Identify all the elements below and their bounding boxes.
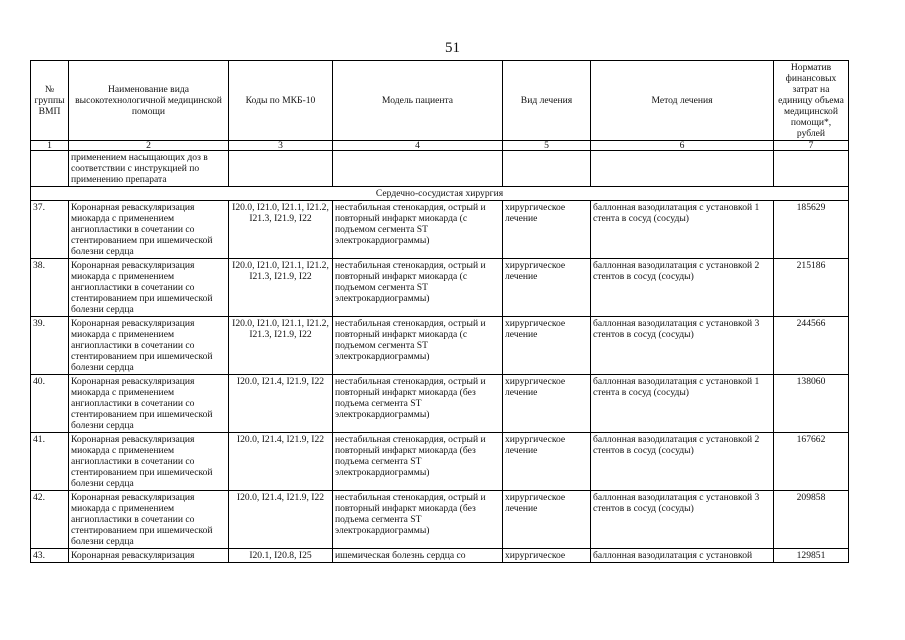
cell-treatment-method: баллонная вазодилатация с установкой 1 стента в сосуд (сосуды)	[591, 201, 774, 259]
cell-treatment-kind: хирургическое лечение	[503, 259, 591, 317]
cell-icd-codes: I20.0, I21.0, I21.1, I21.2, I21.3, I21.9, I22	[229, 201, 333, 259]
cell-treatment-kind: хирургическое лечение	[503, 201, 591, 259]
cell-icd-codes: I20.1, I20.8, I25	[229, 549, 333, 563]
cell-treatment-method: баллонная вазодилатация с установкой 1 стента в сосуд (сосуды)	[591, 375, 774, 433]
cell-group-number: 37.	[31, 201, 69, 259]
cell-empty	[774, 151, 849, 187]
cell-care-type: Коронарная реваскуляризация миокарда с применением ангиопластики в сочетании со стентированием при ишемической болезни сердца	[69, 491, 229, 549]
cell-treatment-method: баллонная вазодилатация с установкой 3 стентов в сосуд (сосуды)	[591, 491, 774, 549]
cell-patient-model: нестабильная стенокардия, острый и повторный инфаркт миокарда (без подъема сегмента ST электрокардиограммы)	[333, 433, 503, 491]
cell-group-number: 40.	[31, 375, 69, 433]
cell-icd-codes: I20.0, I21.4, I21.9, I22	[229, 375, 333, 433]
cell-cost-norm: 215186	[774, 259, 849, 317]
column-number: 7	[774, 141, 849, 151]
cell-empty	[333, 151, 503, 187]
cell-patient-model: нестабильная стенокардия, острый и повторный инфаркт миокарда (с подъемом сегмента ST электрокардиограммы)	[333, 259, 503, 317]
cell-care-type: применением насыщающих доз в соответствии с инструкцией по применению препарата	[69, 151, 229, 187]
continuation-row	[31, 151, 849, 187]
table-row	[31, 201, 849, 259]
vmp-table	[30, 60, 849, 563]
cell-patient-model: ишемическая болезнь сердца со	[333, 549, 503, 563]
cell-patient-model: нестабильная стенокардия, острый и повторный инфаркт миокарда (без подъема сегмента ST электрокардиограммы)	[333, 375, 503, 433]
table-row	[31, 549, 849, 563]
cell-icd-codes: I20.0, I21.4, I21.9, I22	[229, 433, 333, 491]
header-cost-norm	[774, 61, 849, 141]
header-treatment-kind: Вид лечения	[503, 61, 591, 141]
header-patient-model: Модель пациента	[333, 61, 503, 141]
cell-empty	[591, 151, 774, 187]
section-row	[31, 187, 849, 201]
cell-patient-model: нестабильная стенокардия, острый и повторный инфаркт миокарда (с подъемом сегмента ST электрокардиограммы)	[333, 317, 503, 375]
table-row	[31, 259, 849, 317]
cell-empty	[503, 151, 591, 187]
column-number-row	[31, 141, 849, 151]
cell-patient-model: нестабильная стенокардия, острый и повторный инфаркт миокарда (без подъема сегмента ST электрокардиограммы)	[333, 491, 503, 549]
column-number: 3	[229, 141, 333, 151]
table-row	[31, 375, 849, 433]
header-care-type: Наименование вида высокотехнологичной медицинской помощи	[69, 61, 229, 141]
cell-group-number: 38.	[31, 259, 69, 317]
cell-treatment-kind: хирургическое лечение	[503, 491, 591, 549]
cell-empty	[229, 151, 333, 187]
column-number: 1	[31, 141, 69, 151]
cell-icd-codes: I20.0, I21.4, I21.9, I22	[229, 491, 333, 549]
cell-group-number: 41.	[31, 433, 69, 491]
cell-cost-norm: 167662	[774, 433, 849, 491]
cell-group-number: 42.	[31, 491, 69, 549]
cell-treatment-kind: хирургическое лечение	[503, 433, 591, 491]
header-group-number: № группы ВМП	[31, 61, 69, 141]
header-row	[31, 61, 849, 141]
cell-icd-codes: I20.0, I21.0, I21.1, I21.2, I21.3, I21.9, I22	[229, 317, 333, 375]
section-title: Сердечно-сосудистая хирургия	[31, 187, 849, 201]
header-cost-norm-text: Норматив финансовых затрат на единицу объема медицинской помощи*, рублей	[778, 62, 844, 139]
cell-group-number: 39.	[31, 317, 69, 375]
cell-care-type: Коронарная реваскуляризация миокарда с применением ангиопластики в сочетании со стентированием при ишемической болезни сердца	[69, 201, 229, 259]
header-treatment-method: Метод лечения	[591, 61, 774, 141]
cell-care-type: Коронарная реваскуляризация миокарда с применением ангиопластики в сочетании со стентированием при ишемической болезни сердца	[69, 259, 229, 317]
cell-empty	[31, 151, 69, 187]
cell-treatment-method: баллонная вазодилатация с установкой 2 стентов в сосуд (сосуды)	[591, 433, 774, 491]
table-row	[31, 491, 849, 549]
cell-treatment-method: баллонная вазодилатация с установкой 2 стентов в сосуд (сосуды)	[591, 259, 774, 317]
cell-treatment-kind: хирургическое лечение	[503, 375, 591, 433]
header-icd-codes: Коды по МКБ-10	[229, 61, 333, 141]
column-number: 5	[503, 141, 591, 151]
cell-care-type: Коронарная реваскуляризация миокарда с применением ангиопластики в сочетании со стентированием при ишемической болезни сердца	[69, 375, 229, 433]
cell-care-type: Коронарная реваскуляризация миокарда с применением ангиопластики в сочетании со стентированием при ишемической болезни сердца	[69, 317, 229, 375]
cell-patient-model: нестабильная стенокардия, острый и повторный инфаркт миокарда (с подъемом сегмента ST электрокардиограммы)	[333, 201, 503, 259]
column-number: 2	[69, 141, 229, 151]
column-number: 6	[591, 141, 774, 151]
cell-treatment-method: баллонная вазодилатация с установкой	[591, 549, 774, 563]
table-row	[31, 433, 849, 491]
cell-cost-norm: 209858	[774, 491, 849, 549]
cell-group-number: 43.	[31, 549, 69, 563]
cell-treatment-method: баллонная вазодилатация с установкой 3 стентов в сосуд (сосуды)	[591, 317, 774, 375]
column-number: 4	[333, 141, 503, 151]
table-row	[31, 317, 849, 375]
cell-care-type: Коронарная реваскуляризация миокарда с применением ангиопластики в сочетании со стентированием при ишемической болезни сердца	[69, 433, 229, 491]
cell-icd-codes: I20.0, I21.0, I21.1, I21.2, I21.3, I21.9, I22	[229, 259, 333, 317]
cell-cost-norm: 129851	[774, 549, 849, 563]
cell-cost-norm: 185629	[774, 201, 849, 259]
cell-care-type: Коронарная реваскуляризация	[69, 549, 229, 563]
cell-cost-norm: 138060	[774, 375, 849, 433]
cell-treatment-kind: хирургическое лечение	[503, 317, 591, 375]
page-number: 51	[445, 40, 460, 56]
cell-treatment-kind: хирургическое	[503, 549, 591, 563]
cell-cost-norm: 244566	[774, 317, 849, 375]
